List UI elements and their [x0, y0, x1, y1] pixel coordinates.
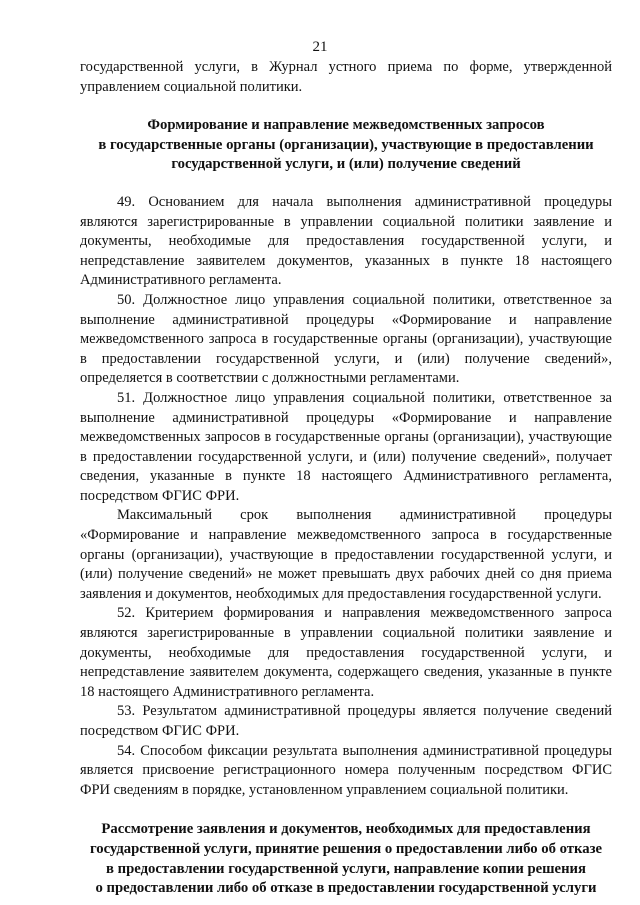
continuation-paragraph: государственной услуги, в Журнал устного приема по форме, утвержденной управлением социальной политики. [80, 59, 612, 95]
document-body [80, 58, 612, 899]
heading-line: государственной услуги, и (или) получение сведений [171, 156, 521, 173]
heading-line: в государственные органы (организации), участвующие в предоставлении [98, 136, 594, 153]
page-number: 21 [312, 39, 328, 55]
heading-line: Рассмотрение заявления и документов, необходимых для предоставления [101, 821, 591, 838]
heading-line: Формирование и направление межведомственных запросов [147, 117, 545, 134]
paragraph-54: 54. Способом фиксации результата выполнения административной процедуры является присвоение регистрационного номера полученным посредством ФГИС ФРИ сведениям в порядке, установленном управлением социальной политики. [80, 742, 612, 798]
paragraph-53: 53. Результатом административной процедуры является получение сведений посредством ФГИС ФРИ. [80, 703, 612, 739]
paragraph-49: 49. Основанием для начала выполнения административной процедуры являются зарегистрированные в управлении социальной политики заявление и документы, необходимые для предоставления государственной услуги, и непредставление заявителем документов, указанных в пункте 18 настоящего Административного регламента. [80, 193, 612, 289]
heading-line: в предоставлении государственной услуги, направление копии решения [106, 860, 586, 877]
paragraph-51: 51. Должностное лицо управления социальной политики, ответственное за выполнение административной процедуры «Формирование и направление межведомственных запросов в государственные органы (организации), участвующие в предоставлении государственной услуги, и (или) получение сведений», получает сведения, указанные в пункте 18 настоящего Административного регламента, посредством ФГИС ФРИ. [80, 389, 612, 504]
spacer [80, 175, 612, 193]
spacer [80, 800, 612, 820]
section-heading-application-review [80, 820, 612, 898]
heading-line: государственной услуги, принятие решения о предоставлении либо об отказе [89, 840, 603, 857]
spacer [80, 97, 612, 116]
paragraph-52: 52. Критерием формирования и направления межведомственного запроса являются зарегистрированные в управлении социальной политики заявление и документы, необходимые для предоставления государственной услуги, и непредставление заявителем документа, содержащего сведения, указанные в пункте 18 настоящего Административного регламента. [80, 605, 612, 700]
section-heading-interagency-requests [80, 116, 612, 175]
paragraph-50: 50. Должностное лицо управления социальной политики, ответственное за выполнение административной процедуры «Формирование и направление межведомственного запроса в государственные органы (организации), участвующие в предоставлении государственной услуги, и (или) получение сведений», определяется в соответствии с должностными регламентами. [80, 291, 612, 387]
heading-line: о предоставлении либо об отказе в предоставлении государственной услуги [95, 880, 597, 897]
paragraph-max-term: Максимальный срок выполнения административной процедуры «Формирование и направление межведомственного запроса в государственные органы (организации), участвующие в предоставлении государственной услуги, и (или) получение сведений» не может превышать двух рабочих дней со дня приема заявления и документов, необходимых для предоставления государственной услуги. [80, 507, 612, 602]
